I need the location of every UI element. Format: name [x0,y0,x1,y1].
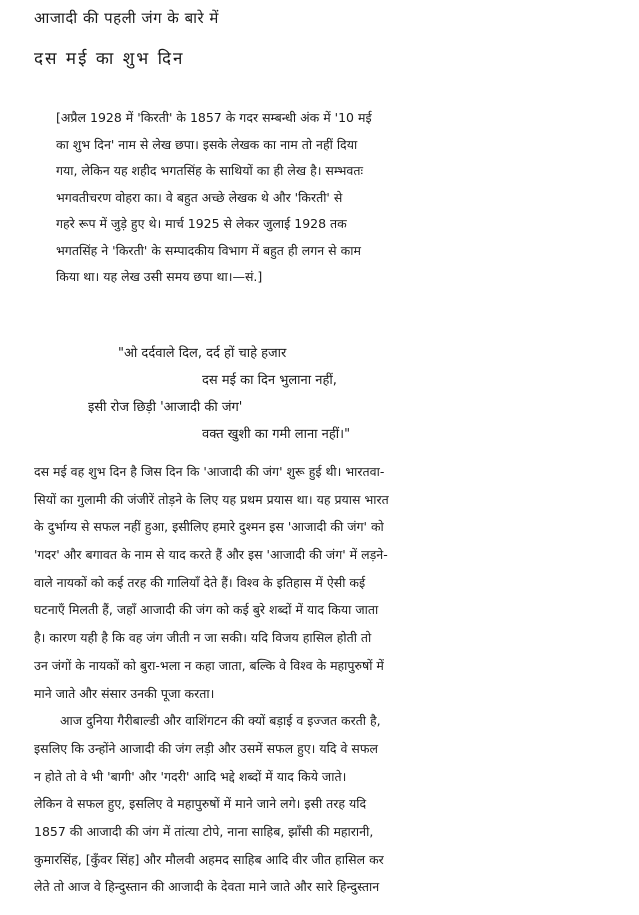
verse-line: इसी रोज छिड़ी 'आजादी की जंग' [88,400,243,415]
verse-line: वक्त खुशी का गमी लाना नहीं।" [202,427,351,442]
article-title: दस मई का शुभ दिन [34,49,185,69]
body-line: दस मई वह शुभ दिन है जिस दिन कि 'आजादी की जंग' शुरू हुई थी। भारतवा- [34,464,385,479]
body-line: माने जाते और संसार उनकी पूजा करता। [34,685,215,701]
editor-note-line: गया, लेकिन यह शहीद भगतसिंह के साथियों का ही लेख है। सम्भवतः [56,163,364,178]
body-text [34,458,624,901]
body-line: घटनाएँ मिलती हैं, जहाँ आजादी की जंग को कई बुरे शब्दों में याद किया जाता [34,602,379,618]
verse-line: दस मई का दिन भुलाना नहीं, [202,373,337,388]
body-line: इसलिए कि उन्होंने आजादी की जंग लड़ी और उसमें सफल हुए। यदि वे सफल [34,740,378,756]
chapter-heading: आजादी की पहली जंग के बारे में [34,9,219,27]
body-line: सियों का गुलामी की जंजीरें तोड़ने के लिए यह प्रथम प्रयास था। यह प्रयास भारत [34,491,389,507]
verse-block [0,340,639,448]
body-line: कुमारसिंह, [कुँवर सिंह] और मौलवी अहमद साहिब आदि वीर जीत हासिल कर [34,851,384,867]
body-line: वाले नायकों को कई तरह की गालियाँ देते हैं। विश्व के इतिहास में ऐसी कई [34,574,366,590]
editor-note-line: भगतसिंह ने 'किरती' के सम्पादकीय विभाग में बहुत ही लगन से काम [56,242,361,258]
body-line: लेकिन वे सफल हुए, इसलिए वे महापुरुषों में माने जाने लगे। इसी तरह यदि [34,796,367,812]
body-line: है। कारण यही है कि वह जंग जीती न जा सकी। यदि विजय हासिल होती तो [34,630,372,646]
editor-note-line: भगवतीचरण वोहरा का। वे बहुत अच्छे लेखक थे और 'किरती' से [56,189,343,205]
editor-note [56,105,616,291]
verse-line: "ओ दर्दवाले दिल, दर्द हों चाहे हजार [118,346,287,361]
body-line: के दुर्भाग्य से सफल नहीं हुआ, इसीलिए हमारे दुश्मन इस 'आजादी की जंग' को [34,519,384,535]
editor-note-line: गहरे रूप में जुड़े हुए थे। मार्च 1925 से लेकर जुलाई 1928 तक [56,216,347,231]
body-line: उन जंगों के नायकों को बुरा-भला न कहा जाता, बल्कि वे विश्व के महापुरुषों में [34,657,384,673]
body-line: 1857 की आजादी की जंग में तांत्या टोपे, नाना साहिब, झाँसी की महारानी, [34,823,374,839]
editor-note-line: का शुभ दिन' नाम से लेख छपा। इसके लेखक का नाम तो नहीं दिया [56,136,358,152]
body-line: आज दुनिया गैरीबाल्डी और वाशिंगटन की क्यों बड़ाई व इज्जत करती है, [60,713,381,729]
editor-note-line: [अप्रैल 1928 में 'किरती' के 1857 के गदर सम्बन्धी अंक में '10 मई [56,110,372,125]
body-line: न होते तो वे भी 'बागी' और 'गदरी' आदि भद्दे शब्दों में याद किये जाते। [34,768,347,784]
body-line: 'गदर' और बगावत के नाम से याद करते हैं और इस 'आजादी की जंग' में लड़ने- [34,547,388,563]
body-line: लेते तो आज वे हिन्दुस्तान की आजादी के देवता माने जाते और सारे हिन्दुस्तान [34,879,380,895]
editor-note-line: किया था। यह लेख उसी समय छपा था।—सं.] [56,269,263,284]
